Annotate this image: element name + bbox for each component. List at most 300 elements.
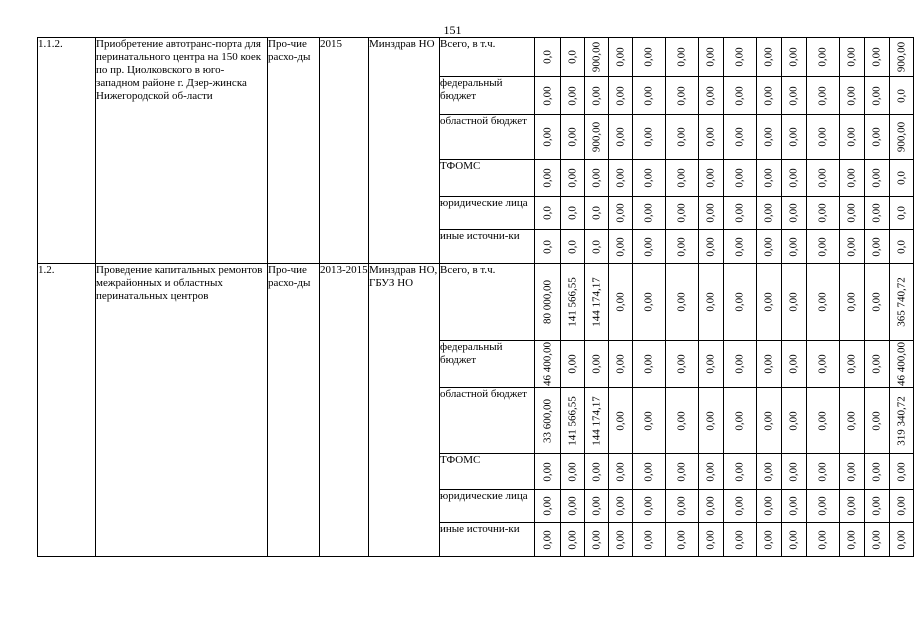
- value-cell: [535, 264, 561, 341]
- value: 900,00: [895, 41, 907, 73]
- value: 0,00: [762, 529, 775, 550]
- value-cell: [865, 197, 890, 230]
- value-cell: [585, 388, 609, 454]
- value-cell: [807, 77, 840, 115]
- value: 0,00: [590, 529, 602, 550]
- value: 0,00: [642, 168, 655, 188]
- item-code: 1.2.: [38, 264, 96, 557]
- value-cell: [840, 341, 865, 388]
- value: 0,00: [870, 292, 883, 312]
- value: 0,00: [675, 168, 688, 188]
- value: 0,00: [642, 354, 655, 374]
- value: 0,00: [642, 85, 655, 106]
- value: 0,00: [642, 236, 655, 257]
- value: 0,0: [566, 239, 578, 254]
- value-cell: [890, 264, 914, 341]
- value-cell: [633, 38, 666, 77]
- value-cell: [561, 388, 585, 454]
- value-cell: [561, 341, 585, 388]
- value: 0,00: [566, 529, 578, 550]
- value: 0,00: [787, 410, 800, 431]
- value-cell: [699, 341, 724, 388]
- value: 0,00: [787, 354, 800, 374]
- value-cell: [561, 490, 585, 523]
- value: 0,00: [614, 168, 626, 188]
- value: 0,00: [762, 496, 775, 516]
- value: 0,00: [845, 236, 858, 257]
- value: 0,00: [566, 127, 578, 147]
- value: 141 566,55: [566, 277, 578, 327]
- value-cell: [782, 197, 807, 230]
- value-cell: [633, 77, 666, 115]
- value-cell: [585, 490, 609, 523]
- value: 900,00: [895, 121, 907, 153]
- value-cell: [535, 197, 561, 230]
- funding-source: ТФОМС: [440, 160, 535, 197]
- value-cell: [807, 160, 840, 197]
- page-number: 151: [443, 23, 462, 37]
- value: 0,00: [541, 85, 553, 106]
- value: 0,00: [614, 461, 626, 482]
- value-cell: [535, 341, 561, 388]
- value-cell: [535, 388, 561, 454]
- value-cell: [757, 388, 782, 454]
- value-cell: [890, 454, 914, 490]
- value: 0,00: [642, 127, 655, 147]
- value-cell: [890, 115, 914, 160]
- value-cell: [807, 230, 840, 264]
- value-cell: [865, 490, 890, 523]
- value: 0,00: [733, 496, 746, 516]
- value: 0,00: [845, 496, 858, 516]
- value: 0,00: [762, 168, 775, 188]
- value-cell: [609, 341, 633, 388]
- value: 0,00: [614, 203, 626, 223]
- value: 0,00: [870, 496, 883, 516]
- value-cell: [666, 454, 699, 490]
- value-cell: [633, 197, 666, 230]
- value: 0,0: [895, 206, 907, 220]
- value: 0,00: [704, 127, 717, 147]
- value: 0,00: [787, 47, 800, 67]
- value-cell: [609, 230, 633, 264]
- value: 0,00: [675, 529, 688, 550]
- value: 0,00: [870, 529, 883, 550]
- value: 0,00: [762, 292, 775, 312]
- value: 0,00: [704, 292, 717, 312]
- value-cell: [724, 523, 757, 557]
- value: 33 600,00: [541, 398, 553, 443]
- value: 319 340,72: [895, 395, 907, 446]
- value: 0,00: [816, 496, 829, 516]
- value-cell: [724, 341, 757, 388]
- value-cell: [609, 264, 633, 341]
- value-cell: [633, 341, 666, 388]
- value: 0,00: [787, 127, 800, 147]
- value: 0,00: [675, 47, 688, 67]
- value-cell: [890, 230, 914, 264]
- value: 0,00: [762, 410, 775, 431]
- value: 0,00: [675, 354, 688, 374]
- value: 0,00: [733, 529, 746, 550]
- value-cell: [840, 490, 865, 523]
- value: 0,0: [566, 206, 578, 220]
- value-cell: [633, 264, 666, 341]
- value-cell: [561, 523, 585, 557]
- value-cell: [724, 77, 757, 115]
- value: 900,00: [590, 41, 602, 73]
- value-cell: [699, 115, 724, 160]
- value: 0,0: [895, 239, 907, 254]
- value-cell: [782, 115, 807, 160]
- value: 0,00: [762, 236, 775, 257]
- value: 0,00: [787, 85, 800, 106]
- value: 0,00: [787, 203, 800, 223]
- value-cell: [840, 388, 865, 454]
- value: 80 000,00: [541, 280, 553, 324]
- value: 0,00: [675, 85, 688, 106]
- value-cell: [561, 160, 585, 197]
- value: 0,00: [762, 203, 775, 223]
- value-cell: [633, 160, 666, 197]
- funding-source: Всего, в т.ч.: [440, 38, 535, 77]
- value-cell: [782, 490, 807, 523]
- value-cell: [666, 490, 699, 523]
- value-cell: [890, 38, 914, 77]
- value: 0,00: [870, 168, 883, 188]
- value: 0,00: [870, 461, 883, 482]
- value-cell: [633, 523, 666, 557]
- value-cell: [585, 115, 609, 160]
- value-cell: [699, 454, 724, 490]
- value: 0,00: [845, 127, 858, 147]
- value: 0,00: [895, 529, 907, 550]
- value: 0,00: [870, 85, 883, 106]
- funding-source: Всего, в т.ч.: [440, 264, 535, 341]
- value-cell: [840, 115, 865, 160]
- value: 0,00: [590, 85, 602, 106]
- value-cell: [890, 490, 914, 523]
- value: 0,00: [762, 127, 775, 147]
- value: 0,00: [642, 410, 655, 431]
- value: 0,00: [816, 292, 829, 312]
- value-cell: [561, 264, 585, 341]
- value-cell: [535, 38, 561, 77]
- value-cell: [757, 230, 782, 264]
- value: 0,0: [590, 239, 602, 254]
- value-cell: [609, 115, 633, 160]
- value: 0,00: [895, 461, 907, 482]
- value: 0,00: [870, 203, 883, 223]
- value: 0,00: [895, 496, 907, 516]
- value-cell: [561, 197, 585, 230]
- value: 900,00: [590, 121, 602, 153]
- value-cell: [782, 160, 807, 197]
- value-cell: [890, 388, 914, 454]
- value: 0,00: [675, 461, 688, 482]
- value: 0,0: [541, 239, 553, 254]
- value-cell: [782, 77, 807, 115]
- value-cell: [807, 197, 840, 230]
- value-cell: [807, 388, 840, 454]
- value: 0,00: [704, 168, 717, 188]
- value: 0,00: [762, 461, 775, 482]
- value: 0,00: [675, 496, 688, 516]
- value: 0,00: [566, 354, 578, 374]
- value: 0,00: [816, 236, 829, 257]
- value-cell: [807, 115, 840, 160]
- value: 0,00: [870, 127, 883, 147]
- value: 0,00: [642, 47, 655, 67]
- value: 0,00: [733, 410, 746, 431]
- table-body: [38, 38, 914, 557]
- value-cell: [840, 230, 865, 264]
- years: 2015: [320, 38, 369, 264]
- value: 0,00: [590, 168, 602, 188]
- value-cell: [724, 490, 757, 523]
- value-cell: [865, 264, 890, 341]
- value: 0,00: [787, 529, 800, 550]
- value-cell: [865, 388, 890, 454]
- value: 0,00: [845, 85, 858, 106]
- funding-source: юридические лица: [440, 197, 535, 230]
- value-cell: [865, 38, 890, 77]
- item-code: 1.1.2.: [38, 38, 96, 264]
- value-cell: [782, 454, 807, 490]
- funding-source: ТФОМС: [440, 454, 535, 490]
- value-cell: [666, 115, 699, 160]
- value-cell: [699, 160, 724, 197]
- value: 0,00: [541, 168, 553, 188]
- value: 0,00: [704, 354, 717, 374]
- value: 0,00: [614, 410, 626, 431]
- value: 0,00: [733, 354, 746, 374]
- value: 0,00: [762, 354, 775, 374]
- value: 0,00: [733, 236, 746, 257]
- funding-source: иные источни-ки: [440, 523, 535, 557]
- value-cell: [585, 77, 609, 115]
- value: 0,00: [845, 292, 858, 312]
- value: 0,0: [895, 171, 907, 185]
- value: 0,00: [541, 496, 553, 516]
- value-cell: [782, 230, 807, 264]
- value: 0,00: [614, 127, 626, 147]
- value: 0,0: [895, 88, 907, 103]
- value-cell: [609, 490, 633, 523]
- value: 0,00: [590, 354, 602, 374]
- value-cell: [585, 38, 609, 77]
- value: 0,00: [733, 168, 746, 188]
- value-cell: [865, 115, 890, 160]
- executor: Минздрав НО, ГБУЗ НО: [369, 264, 440, 557]
- value: 0,00: [845, 529, 858, 550]
- value-cell: [724, 230, 757, 264]
- value: 0,00: [614, 496, 626, 516]
- value-cell: [890, 197, 914, 230]
- value: 0,00: [590, 461, 602, 482]
- value-cell: [535, 77, 561, 115]
- value-cell: [757, 264, 782, 341]
- value-cell: [724, 454, 757, 490]
- value: 46 400,00: [895, 342, 907, 386]
- value: 0,0: [541, 50, 553, 64]
- item-title: Проведение капитальных ремонтов межрайонных и областных перинатальных центров: [96, 264, 268, 557]
- expense-category: Про-чие расхо-ды: [268, 38, 320, 264]
- value: 0,00: [870, 354, 883, 374]
- value-cell: [865, 230, 890, 264]
- value-cell: [699, 490, 724, 523]
- value: 0,00: [816, 127, 829, 147]
- value-cell: [840, 77, 865, 115]
- value: 0,0: [541, 206, 553, 220]
- value-cell: [535, 523, 561, 557]
- value-cell: [840, 523, 865, 557]
- value-cell: [757, 77, 782, 115]
- value-cell: [807, 490, 840, 523]
- value-cell: [633, 454, 666, 490]
- funding-source: иные источни-ки: [440, 230, 535, 264]
- value-cell: [666, 160, 699, 197]
- value-cell: [757, 115, 782, 160]
- funding-source: областной бюджет: [440, 115, 535, 160]
- value: 0,00: [704, 85, 717, 106]
- value-cell: [724, 115, 757, 160]
- value: 0,00: [733, 203, 746, 223]
- value-cell: [890, 160, 914, 197]
- value-cell: [561, 77, 585, 115]
- value-cell: [807, 454, 840, 490]
- value: 0,00: [642, 292, 655, 312]
- value: 0,0: [590, 206, 602, 220]
- value-cell: [535, 490, 561, 523]
- value-cell: [782, 388, 807, 454]
- value-cell: [585, 230, 609, 264]
- value-cell: [633, 388, 666, 454]
- value-cell: [782, 523, 807, 557]
- value-cell: [699, 388, 724, 454]
- value: 0,00: [566, 461, 578, 482]
- value-cell: [535, 454, 561, 490]
- value: 0,00: [541, 461, 553, 482]
- value: 0,00: [704, 236, 717, 257]
- value-cell: [807, 264, 840, 341]
- value-cell: [585, 264, 609, 341]
- value: 0,00: [816, 410, 829, 431]
- value: 144 174,17: [590, 277, 602, 327]
- value: 0,00: [787, 236, 800, 257]
- funding-source: юридические лица: [440, 490, 535, 523]
- value: 0,00: [614, 236, 626, 257]
- value-cell: [757, 197, 782, 230]
- value: 0,00: [614, 47, 626, 67]
- value: 0,00: [845, 354, 858, 374]
- value: 0,00: [704, 203, 717, 223]
- value-cell: [609, 77, 633, 115]
- value: 0,00: [816, 203, 829, 223]
- value: 0,00: [704, 529, 717, 550]
- value-cell: [724, 388, 757, 454]
- value-cell: [782, 38, 807, 77]
- value: 0,00: [675, 203, 688, 223]
- value-cell: [807, 341, 840, 388]
- value: 0,00: [541, 529, 553, 550]
- budget-table: [37, 37, 914, 557]
- funding-source: федеральный бюджет: [440, 77, 535, 115]
- value: 0,00: [704, 461, 717, 482]
- value: 0,00: [870, 236, 883, 257]
- item-title: Приобретение автотранс-порта для перинатального центра на 150 коек по пр. Циолковского в юго-западном районе г. Дзер-жинска Нижегородской об-ласти: [96, 38, 268, 264]
- value-cell: [609, 454, 633, 490]
- value-cell: [724, 264, 757, 341]
- value-cell: [666, 38, 699, 77]
- value: 0,00: [816, 354, 829, 374]
- value: 0,00: [675, 236, 688, 257]
- value: 0,00: [816, 47, 829, 67]
- value-cell: [840, 454, 865, 490]
- value: 0,00: [566, 85, 578, 106]
- value: 0,00: [816, 529, 829, 550]
- value-cell: [757, 454, 782, 490]
- value: 0,00: [816, 168, 829, 188]
- value-cell: [699, 38, 724, 77]
- value-cell: [782, 264, 807, 341]
- value-cell: [782, 341, 807, 388]
- value-cell: [666, 77, 699, 115]
- value-cell: [666, 197, 699, 230]
- value-cell: [865, 77, 890, 115]
- value: 0,00: [642, 496, 655, 516]
- value: 0,00: [614, 292, 626, 312]
- value: 0,00: [870, 410, 883, 431]
- value-cell: [666, 341, 699, 388]
- value: 0,00: [704, 47, 717, 67]
- value-cell: [890, 77, 914, 115]
- value: 0,00: [787, 292, 800, 312]
- executor: Минздрав НО: [369, 38, 440, 264]
- value: 0,00: [566, 496, 578, 516]
- value: 0,00: [845, 461, 858, 482]
- value: 0,00: [733, 461, 746, 482]
- value: 144 174,17: [590, 395, 602, 446]
- value: 0,00: [614, 85, 626, 106]
- value-cell: [633, 115, 666, 160]
- value-cell: [757, 38, 782, 77]
- value-cell: [561, 454, 585, 490]
- value: 0,00: [614, 529, 626, 550]
- value-cell: [609, 197, 633, 230]
- value-cell: [757, 341, 782, 388]
- value-cell: [699, 77, 724, 115]
- value-cell: [535, 230, 561, 264]
- value-cell: [561, 230, 585, 264]
- value-cell: [561, 115, 585, 160]
- value-cell: [666, 388, 699, 454]
- value: 0,00: [541, 127, 553, 147]
- table-row: [38, 264, 914, 341]
- value-cell: [535, 160, 561, 197]
- value: 0,00: [845, 168, 858, 188]
- value: 0,00: [733, 127, 746, 147]
- value-cell: [699, 523, 724, 557]
- value-cell: [724, 197, 757, 230]
- expense-category: Про-чие расхо-ды: [268, 264, 320, 557]
- value-cell: [757, 523, 782, 557]
- value-cell: [666, 230, 699, 264]
- value-cell: [699, 264, 724, 341]
- table-row: [38, 38, 914, 77]
- value-cell: [585, 523, 609, 557]
- value-cell: [840, 264, 865, 341]
